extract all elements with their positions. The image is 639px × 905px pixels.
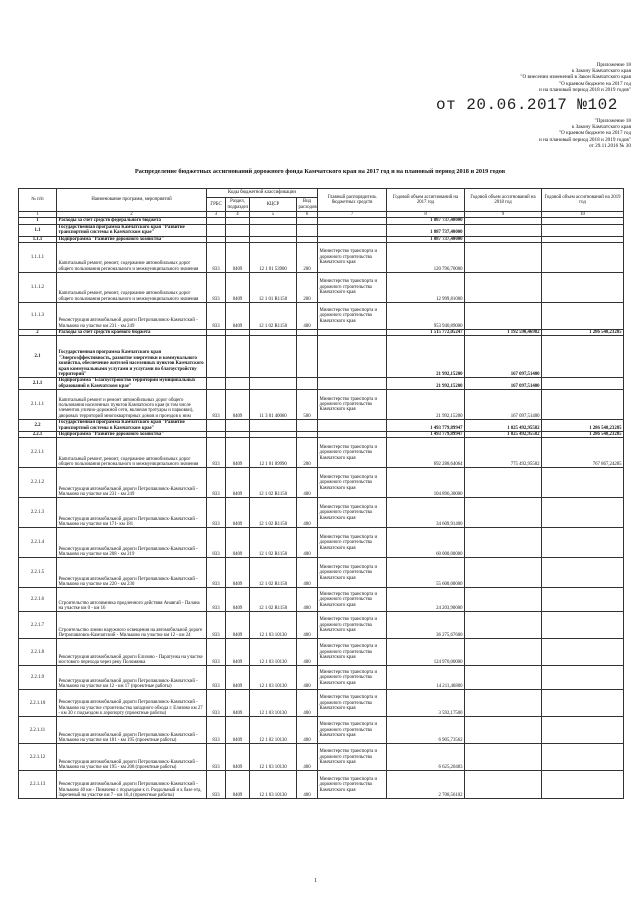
row-amount-2019: 1 286 540,23285	[542, 420, 624, 432]
row-vr: 400	[297, 666, 318, 690]
row-amount-2018	[465, 498, 542, 528]
row-razdel: 0409	[226, 528, 250, 558]
row-amount-2019	[542, 498, 624, 528]
row-manager: Министерство транспорта и дорожного строительства Камчатского края	[318, 717, 387, 744]
row-amount-2017: 2 708,56102	[387, 771, 465, 799]
appendix-header-line: Приложение 18	[596, 62, 631, 68]
table-row	[19, 438, 624, 468]
row-kcsr: 12 1 03 10130	[250, 690, 297, 717]
row-grbs: 833	[207, 243, 226, 273]
original-appendix-header-line: от 29.11.2016 № 30	[589, 142, 631, 149]
row-vr: 400	[297, 771, 318, 799]
row-grbs: 833	[207, 639, 226, 666]
row-amount-2018: 1 192 590,46982	[465, 330, 542, 336]
row-name: Реконструкция автомобильной дороги Петропавловск-Камчатский - Мильково на участке км 220 - км 230	[57, 558, 207, 588]
row-amount-2018	[465, 558, 542, 588]
row-name: Капитальный ремонт, ремонт, содержание автомобильных дорог общего пользования регионального и межмуниципального значения	[57, 243, 207, 273]
row-amount-2019: 767 867,24285	[542, 438, 624, 468]
row-amount-2018	[465, 666, 542, 690]
row-name: Расходы за счет средств краевого бюджета	[57, 330, 207, 336]
row-number: 1.1.1.2	[19, 273, 57, 303]
row-razdel: 0409	[226, 744, 250, 771]
row-amount-2017: 6 625,20483	[387, 744, 465, 771]
row-amount-2019	[542, 303, 624, 330]
row-amount-2017: 1 887 737,40000	[387, 224, 465, 236]
row-number: 2.2.1	[19, 432, 57, 438]
table-row	[19, 744, 624, 771]
row-razdel: 0409	[226, 438, 250, 468]
appendix-header-line: к Закону Камчатского края	[571, 68, 631, 75]
row-vr: 400	[297, 498, 318, 528]
row-kcsr: 12 1 02 R1150	[250, 528, 297, 558]
row-amount-2018	[465, 690, 542, 717]
row-number: 2.2.1.13	[19, 771, 57, 799]
row-number: 1.1.1.3	[19, 303, 57, 330]
row-manager: Министерство транспорта и дорожного строительства Камчатского края	[318, 771, 387, 799]
row-kcsr: 12 1 01 09990	[250, 438, 297, 468]
row-amount-2017: 21 992,15200	[387, 390, 465, 420]
row-kcsr: 12 1 03 10130	[250, 744, 297, 771]
row-amount-2018	[465, 612, 542, 639]
row-amount-2019	[542, 744, 624, 771]
row-razdel	[226, 224, 250, 236]
column-number: 8	[387, 212, 465, 218]
column-number: 3	[207, 212, 226, 218]
row-amount-2017: 3 592,17500	[387, 690, 465, 717]
row-kcsr: 12 1 02 R1150	[250, 468, 297, 498]
row-amount-2017: 1 887 737,40000	[387, 236, 465, 242]
col-header-razdel: Раздел, подраздел	[227, 199, 249, 210]
row-grbs: 833	[207, 390, 226, 420]
row-amount-2018	[465, 303, 542, 330]
row-amount-2019	[542, 336, 624, 378]
row-kcsr: 12 1 02 R1150	[250, 303, 297, 330]
row-manager	[318, 224, 387, 236]
row-vr	[297, 378, 318, 390]
row-amount-2018: 1 025 492,95582	[465, 420, 542, 432]
row-amount-2018: 1 025 492,95582	[465, 432, 542, 438]
row-vr: 200	[297, 273, 318, 303]
page-number: 1	[314, 878, 317, 884]
row-amount-2018	[465, 771, 542, 799]
col-header-vr: Вид расходов	[298, 199, 317, 210]
table-row	[19, 243, 624, 273]
row-amount-2019	[542, 771, 624, 799]
row-grbs: 833	[207, 558, 226, 588]
row-amount-2018: 167 097,51400	[465, 336, 542, 378]
row-razdel	[226, 336, 250, 378]
table-row	[19, 420, 624, 432]
table-row	[19, 336, 624, 378]
row-grbs: 833	[207, 771, 226, 799]
row-amount-2019	[542, 390, 624, 420]
row-amount-2018	[465, 243, 542, 273]
row-vr: 400	[297, 690, 318, 717]
row-vr	[297, 336, 318, 378]
row-grbs: 833	[207, 468, 226, 498]
row-amount-2018: 775 492,95582	[465, 438, 542, 468]
row-amount-2019	[542, 690, 624, 717]
row-manager: Министерство транспорта и дорожного строительства Камчатского края	[318, 243, 387, 273]
row-number: 2.2.1.11	[19, 717, 57, 744]
row-vr: 500	[297, 390, 318, 420]
row-number: 2.2	[19, 420, 57, 432]
row-amount-2017: 14 211,46800	[387, 666, 465, 690]
row-manager	[318, 336, 387, 378]
row-name: Реконструкция автомобильной дороги Петропавловск-Камчатский - Мильково на участке км 231 - км 249	[57, 303, 207, 330]
row-amount-2017: 12 999,81000	[387, 273, 465, 303]
row-manager	[318, 420, 387, 432]
row-kcsr	[250, 224, 297, 236]
row-amount-2019	[542, 612, 624, 639]
row-name: Подпрограмма "Развитие дорожного хозяйства"	[57, 236, 207, 242]
table-row	[19, 717, 624, 744]
row-number: 2.1.1.1	[19, 390, 57, 420]
row-amount-2019: 1 286 540,23285	[542, 330, 624, 336]
row-name: Реконструкция автомобильной дороги Петропавловск-Камчатский - Мильково 40 км - Пиначево с подъездом к п. Раздольный и к базе отд. Зареченый на участке км 7 - км 16,4 (проектные работы)	[57, 771, 207, 799]
table-row	[19, 528, 624, 558]
row-number: 2	[19, 330, 57, 336]
row-grbs: 833	[207, 717, 226, 744]
table-row	[19, 273, 624, 303]
row-name: Реконструкция автомобильной дороги Петропавловск-Камчатский - Мильково на участке км 195 - км 208 (проектные работы)	[57, 744, 207, 771]
row-amount-2019	[542, 273, 624, 303]
row-manager: Министерство транспорта и дорожного строительства Камчатского края	[318, 558, 387, 588]
col-header-manager: Главный распорядитель бюджетных средств	[318, 189, 387, 212]
row-kcsr: 11 3 01 40060	[250, 390, 297, 420]
row-amount-2019	[542, 224, 624, 236]
column-number: 4	[226, 212, 250, 218]
row-razdel: 0409	[226, 390, 250, 420]
row-vr	[297, 420, 318, 432]
row-vr: 400	[297, 588, 318, 612]
row-manager: Министерство транспорта и дорожного строительства Камчатского края	[318, 468, 387, 498]
row-vr: 200	[297, 243, 318, 273]
row-vr: 400	[297, 639, 318, 666]
col-header-num: № п/п	[19, 189, 57, 212]
row-vr: 400	[297, 744, 318, 771]
row-razdel: 0409	[226, 303, 250, 330]
row-number: 1.1.1.1	[19, 243, 57, 273]
table-row	[19, 468, 624, 498]
row-name: Реконструкция автомобильной дороги Петропавловск-Камчатский - Мильково на участке км 208 - км 219	[57, 528, 207, 558]
row-kcsr: 12 1 03 10130	[250, 639, 297, 666]
row-amount-2017: 692 288,64064	[387, 438, 465, 468]
col-header-2017: Годовой объем ассигнований на 2017 год	[387, 189, 465, 212]
row-number: 2.2.1.8	[19, 639, 57, 666]
row-name: Реконструкция автомобильной дороги Петропавловск-Камчатский - Мильково на участке строительства западного обхода г. Елизово км 27 - км 30 с подъездом к аэропорту (проектные работы)	[57, 690, 207, 717]
col-header-grbs: ГРБС	[207, 198, 226, 212]
table-row	[19, 498, 624, 528]
row-number: 2.2.1.3	[19, 498, 57, 528]
allocation-table	[18, 188, 624, 799]
row-vr: 400	[297, 468, 318, 498]
row-vr: 400	[297, 612, 318, 639]
column-number: 6	[297, 212, 318, 218]
row-amount-2017: 953 940,89000	[387, 303, 465, 330]
row-amount-2018	[465, 744, 542, 771]
row-razdel: 0409	[226, 666, 250, 690]
row-kcsr: 12 1 02 10130	[250, 717, 297, 744]
row-amount-2017: 34 609,91400	[387, 498, 465, 528]
row-amount-2017: 1 493 779,89947	[387, 420, 465, 432]
original-appendix-header-line: "Приложение 18	[594, 118, 631, 124]
table-row	[19, 666, 624, 690]
row-razdel	[226, 420, 250, 432]
row-grbs: 833	[207, 498, 226, 528]
row-name: Капитальный ремонт и ремонт автомобильных дорог общего пользования населенных пунктов Камчатского края (в том числе элементов улично-дорожной сети, включая тротуары и парковки), дворовых территорий многоквартирных домов и проездов к ним	[57, 390, 207, 420]
row-name: Реконструкция автомобильной дороги Петропавловск-Камчатский - Мильково на участке км 12 - км 17 (проектные работы)	[57, 666, 207, 690]
row-kcsr: 12 1 01 53900	[250, 243, 297, 273]
row-name: Реконструкция автомобильной дороги Елизово - Паратунка на участке мостового перехода через реку Поломянка	[57, 639, 207, 666]
table-row	[19, 690, 624, 717]
row-manager: Министерство транспорта и дорожного строительства Камчатского края	[318, 390, 387, 420]
row-kcsr: 12 1 02 R1150	[250, 588, 297, 612]
row-manager: Министерство транспорта и дорожного строительства Камчатского края	[318, 528, 387, 558]
row-grbs: 833	[207, 588, 226, 612]
row-number: 1.1	[19, 224, 57, 236]
row-amount-2019	[542, 528, 624, 558]
row-name: Государственная программа Камчатского края "Развитие транспортной системы в Камчатском крае"	[57, 420, 207, 432]
row-razdel: 0409	[226, 588, 250, 612]
row-grbs: 833	[207, 666, 226, 690]
row-vr: 400	[297, 528, 318, 558]
row-razdel: 0409	[226, 690, 250, 717]
row-number: 2.2.1.10	[19, 690, 57, 717]
row-kcsr	[250, 336, 297, 378]
original-appendix-header-line: и на плановый период 2018 и 2019 годов"	[539, 136, 631, 143]
appendix-header-line: "О внесении изменений в Закон Камчатского края	[520, 74, 631, 81]
row-vr: 400	[297, 558, 318, 588]
table-row	[19, 639, 624, 666]
row-manager: Министерство транспорта и дорожного строительства Камчатского края	[318, 666, 387, 690]
row-kcsr	[250, 378, 297, 390]
row-amount-2018	[465, 528, 542, 558]
row-name: Капитальный ремонт, ремонт, содержание автомобильных дорог общего пользования регионального и межмуниципального значения	[57, 438, 207, 468]
row-kcsr	[250, 420, 297, 432]
row-name: Капитальный ремонт, ремонт, содержание автомобильных дорог общего пользования регионального и межмуниципального значения	[57, 273, 207, 303]
row-amount-2017: 104 896,30000	[387, 468, 465, 498]
col-header-kcsr: КЦСР	[250, 198, 297, 212]
appendix-header	[431, 62, 631, 93]
row-grbs: 833	[207, 273, 226, 303]
column-number: 9	[465, 212, 542, 218]
row-amount-2017: 24 203,90000	[387, 588, 465, 612]
row-amount-2017: 21 992,15200	[387, 336, 465, 378]
row-amount-2019	[542, 717, 624, 744]
original-appendix-header-line: "О краевом бюджете на 2017 год	[558, 130, 631, 137]
col-header-2019: Годовой объем ассигнований на 2019 год	[542, 189, 624, 212]
row-manager: Министерство транспорта и дорожного строительства Камчатского края	[318, 588, 387, 612]
row-number: 2.2.1.2	[19, 468, 57, 498]
row-name: Государственная программа Камчатского края "Развитие транспортной системы в Камчатском крае"	[57, 224, 207, 236]
row-amount-2018	[465, 639, 542, 666]
row-amount-2018: 167 097,51400	[465, 390, 542, 420]
row-grbs: 833	[207, 528, 226, 558]
row-vr: 400	[297, 717, 318, 744]
column-number: 5	[250, 212, 297, 218]
row-amount-2017: 1 493 779,89947	[387, 432, 465, 438]
row-name: Подпрограмма "Благоустройство территорий муниципальных образований в Камчатском крае"	[57, 378, 207, 390]
row-razdel: 0409	[226, 273, 250, 303]
row-number: 1.1.1	[19, 236, 57, 242]
row-manager: Министерство транспорта и дорожного строительства Камчатского края	[318, 438, 387, 468]
row-amount-2018	[465, 224, 542, 236]
row-manager	[318, 378, 387, 390]
row-manager: Министерство транспорта и дорожного строительства Камчатского края	[318, 273, 387, 303]
document-title: Распределение бюджетных ассигнований дорожного фонда Камчатского края на 2017 год и на плановый период 2018 и 2019 годов	[134, 168, 506, 175]
row-grbs	[207, 420, 226, 432]
row-manager: Министерство транспорта и дорожного строительства Камчатского края	[318, 612, 387, 639]
row-kcsr: 12 1 03 10130	[250, 771, 297, 799]
row-amount-2019	[542, 468, 624, 498]
row-name: Реконструкция автомобильной дороги Петропавловск-Камчатский - Мильково на участке км 171- км 181	[57, 498, 207, 528]
row-vr	[297, 224, 318, 236]
row-manager: Министерство транспорта и дорожного строительства Камчатского края	[318, 744, 387, 771]
appendix-header-line: и на плановый период 2018 и 2019 годов"	[539, 86, 631, 93]
registration-stamp: от 20.06.2017 №102	[436, 96, 618, 114]
row-razdel: 0409	[226, 771, 250, 799]
row-manager: Министерство транспорта и дорожного строительства Камчатского края	[318, 498, 387, 528]
row-razdel: 0409	[226, 717, 250, 744]
row-amount-2019	[542, 588, 624, 612]
row-razdel: 0409	[226, 498, 250, 528]
row-kcsr: 12 1 02 R1150	[250, 498, 297, 528]
row-name: Реконструкция автомобильной дороги Петропавловск-Камчатский - Мильково на участке км 181 - км 195 (проектные работы)	[57, 717, 207, 744]
col-header-2018: Годовой объем ассигнований на 2018 год	[465, 189, 542, 212]
row-amount-2018	[465, 273, 542, 303]
row-vr: 400	[297, 303, 318, 330]
row-kcsr: 12 1 03 10130	[250, 666, 297, 690]
row-grbs	[207, 378, 226, 390]
table-row	[19, 612, 624, 639]
row-kcsr: 12 1 01 R1150	[250, 273, 297, 303]
original-appendix-header-line: к Закону Камчатского края	[571, 124, 631, 131]
row-amount-2018	[465, 588, 542, 612]
original-appendix-header	[431, 118, 631, 149]
row-manager: Министерство транспорта и дорожного строительства Камчатского края	[318, 303, 387, 330]
row-number: 2.2.1.12	[19, 744, 57, 771]
row-amount-2019	[542, 378, 624, 390]
row-number: 2.1.1	[19, 378, 57, 390]
table-row	[19, 378, 624, 390]
row-amount-2019	[542, 243, 624, 273]
row-amount-2019	[542, 558, 624, 588]
row-grbs: 833	[207, 690, 226, 717]
row-amount-2017: 1 515 772,05247	[387, 330, 465, 336]
table-row	[19, 390, 624, 420]
row-razdel	[226, 378, 250, 390]
row-amount-2018	[465, 717, 542, 744]
row-grbs: 833	[207, 438, 226, 468]
row-kcsr: 12 1 03 10130	[250, 612, 297, 639]
column-number: 1	[19, 212, 57, 218]
row-razdel: 0409	[226, 558, 250, 588]
row-amount-2017: 60 000,00000	[387, 528, 465, 558]
row-name: Реконструкция автомобильной дороги Петропавловск-Камчатский - Мильково на участке км 231 - км 249	[57, 468, 207, 498]
row-grbs: 833	[207, 744, 226, 771]
row-number: 1	[19, 218, 57, 224]
row-amount-2017: 6 905,73562	[387, 717, 465, 744]
row-amount-2017: 1 887 737,40000	[387, 218, 465, 224]
row-grbs: 833	[207, 303, 226, 330]
row-number: 2.1	[19, 336, 57, 378]
row-razdel: 0409	[226, 468, 250, 498]
appendix-header-line: "О краевом бюджете на 2017 год	[558, 80, 631, 87]
row-name: Строительство линии наружного освещения на автомобильной дороге Петропавловск-Камчатский - Мильково на участке км 12 - км 24	[57, 612, 207, 639]
col-header-name: Наименование программ, мероприятий	[57, 189, 207, 212]
row-amount-2017: 55 600,00000	[387, 558, 465, 588]
row-manager: Министерство транспорта и дорожного строительства Камчатского края	[318, 690, 387, 717]
row-grbs	[207, 336, 226, 378]
col-header-codes: Коды бюджетной классификации	[207, 189, 318, 198]
row-vr: 200	[297, 438, 318, 468]
row-amount-2019: 1 286 540,23285	[542, 432, 624, 438]
table-row	[19, 224, 624, 236]
row-name: Государственная программа Камчатского края "Энергоэффективность, развитие энергетики и коммунального хозяйства, обеспечение жителей населенных пунктов Камчатского края коммунальными услугами и услугами по благоустройству территорий"	[57, 336, 207, 378]
row-amount-2019	[542, 639, 624, 666]
table-row	[19, 588, 624, 612]
row-number: 2.2.1.5	[19, 558, 57, 588]
row-number: 2.2.1.9	[19, 666, 57, 690]
row-amount-2018	[465, 468, 542, 498]
row-amount-2017: 21 992,15200	[387, 378, 465, 390]
row-razdel: 0409	[226, 639, 250, 666]
column-number: 7	[318, 212, 387, 218]
row-amount-2017: 36 275,67600	[387, 612, 465, 639]
row-razdel: 0409	[226, 612, 250, 639]
row-grbs	[207, 224, 226, 236]
column-number: 2	[57, 212, 207, 218]
table-row	[19, 558, 624, 588]
row-number: 2.2.1.4	[19, 528, 57, 558]
row-name: Строительство автозимника продленного действия Анавгай - Палана на участке км 0 - км 16	[57, 588, 207, 612]
row-razdel: 0409	[226, 243, 250, 273]
row-name: Расходы за счет средств федерального бюджета	[57, 218, 207, 224]
row-grbs: 833	[207, 612, 226, 639]
row-manager: Министерство транспорта и дорожного строительства Камчатского края	[318, 639, 387, 666]
row-name: Подпрограмма "Развитие дорожного хозяйства"	[57, 432, 207, 438]
row-kcsr: 12 1 02 R1150	[250, 558, 297, 588]
table-row	[19, 303, 624, 330]
column-number: 10	[542, 212, 624, 218]
row-number: 2.2.1.1	[19, 438, 57, 468]
row-amount-2017: 120 796,70000	[387, 243, 465, 273]
row-amount-2018: 167 097,51400	[465, 378, 542, 390]
row-number: 2.2.1.6	[19, 588, 57, 612]
row-amount-2017: 124 970,00000	[387, 639, 465, 666]
row-number: 2.2.1.7	[19, 612, 57, 639]
row-amount-2019	[542, 666, 624, 690]
table-row	[19, 771, 624, 799]
